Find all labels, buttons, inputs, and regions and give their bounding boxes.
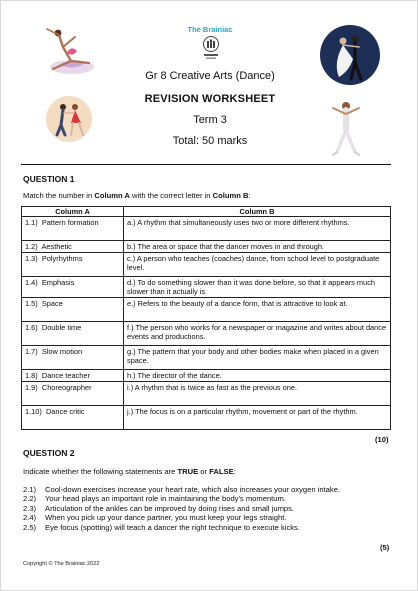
worksheet-title: REVISION WORKSHEET [144, 93, 276, 105]
question-1-heading: QUESTION 1 [23, 174, 75, 184]
question-2-marks: (5) [380, 543, 390, 552]
question-1-marks: (10) [375, 435, 389, 444]
column-b-header: Column B [124, 207, 391, 217]
male-ballet-dancer-image [327, 98, 365, 158]
item-statement: Cool-down exercises increase your heart rate, which also increases your oxygen intake. [45, 485, 341, 494]
column-b-cell: b.) The area or space that the dancer moves in and through. [124, 241, 391, 253]
list-item [23, 494, 373, 503]
item-statement: Eye focus (spotting) will teach a dancer the right technique to execute kicks. [45, 522, 300, 532]
question-2-heading: QUESTION 2 [23, 448, 75, 458]
term-label: Term 3 [193, 114, 227, 126]
worksheet-header [1, 1, 418, 161]
item-number: 2.5) [23, 522, 37, 532]
table-row [22, 298, 391, 322]
matching-table [21, 206, 391, 430]
item-number: 2.1) [23, 485, 37, 494]
grade-subject-title: Gr 8 Creative Arts (Dance) [145, 70, 275, 82]
table-row [22, 370, 391, 382]
ballroom-couple-image [319, 23, 381, 87]
table-row [22, 382, 391, 406]
table-row [22, 241, 391, 253]
column-a-header: Column A [22, 207, 124, 217]
header-divider [21, 164, 391, 165]
column-b-cell: j.) The focus is on a particular rhythm, movement or part of the rhythm. [124, 406, 391, 430]
column-b-cell: c.) A person who teaches (coaches) dance, from school level to postgraduate level. [124, 253, 391, 277]
item-statement: When you pick up your dance partner, you must keep your legs straight. [45, 513, 287, 523]
column-a-cell: 1.4) Emphasis [22, 277, 124, 298]
item-number: 2.3) [23, 503, 37, 513]
true-false-list [23, 485, 373, 532]
table-row [22, 253, 391, 277]
ballet-dancer-image [41, 23, 103, 79]
swing-couple-image [45, 95, 93, 143]
column-a-cell: 1.2) Aesthetic [22, 241, 124, 253]
total-marks: Total: 50 marks [172, 135, 248, 147]
column-b-cell: e.) Refers to the beauty of a dance form, that is attractive to look at. [124, 298, 391, 322]
brainiac-logo-icon [200, 35, 222, 61]
list-item [23, 504, 373, 513]
question-1-instruction: Match the number in Column A with the correct letter in Column B: [23, 191, 251, 200]
table-row [22, 217, 391, 241]
column-a-cell: 1.3) Polyrhythms [22, 253, 124, 277]
list-item [23, 485, 373, 494]
column-b-cell: d.) To do something slower than it was done before, so that it appears much slower than it actually is [124, 277, 391, 298]
column-b-cell: i.) A rhythm that is twice as fast as the previous one. [124, 382, 391, 406]
question-2-instruction: Indicate whether the following statements are TRUE or FALSE: [23, 467, 236, 476]
column-b-cell: f.) The person who works for a newspaper or magazine and writes about dance events and productions. [124, 322, 391, 346]
table-row [22, 346, 391, 370]
column-b-cell: h.) The director of the dance. [124, 370, 391, 382]
table-row [22, 406, 391, 430]
list-item [23, 523, 373, 532]
column-a-cell: 1.7) Slow motion [22, 346, 124, 370]
copyright-notice: Copyright © The Brainiac 2022 [23, 561, 100, 567]
table-header-row [22, 207, 391, 217]
column-a-cell: 1.9) Choreographer [22, 382, 124, 406]
list-item [23, 513, 373, 522]
item-statement: Articulation of the ankles can be improved by doing rises and small jumps. [45, 503, 295, 513]
table-row [22, 322, 391, 346]
brand-name: The Brainiac [187, 25, 233, 34]
column-b-cell: a.) A rhythm that simultaneously uses two or more different rhythms. [124, 217, 391, 241]
column-a-cell: 1.6) Double time [22, 322, 124, 346]
column-b-cell: g.) The pattern that your body and other bodies make when placed in a given space. [124, 346, 391, 370]
column-a-cell: 1.8) Dance teacher [22, 370, 124, 382]
item-statement: Your head plays an important role in maintaining the body's momentum. [45, 494, 286, 504]
column-a-cell: 1.10) Dance critic [22, 406, 124, 430]
item-number: 2.2) [23, 494, 37, 504]
column-a-cell: 1.1) Pattern formation [22, 217, 124, 241]
table-row [22, 277, 391, 298]
item-number: 2.4) [23, 513, 37, 523]
column-a-cell: 1.5) Space [22, 298, 124, 322]
